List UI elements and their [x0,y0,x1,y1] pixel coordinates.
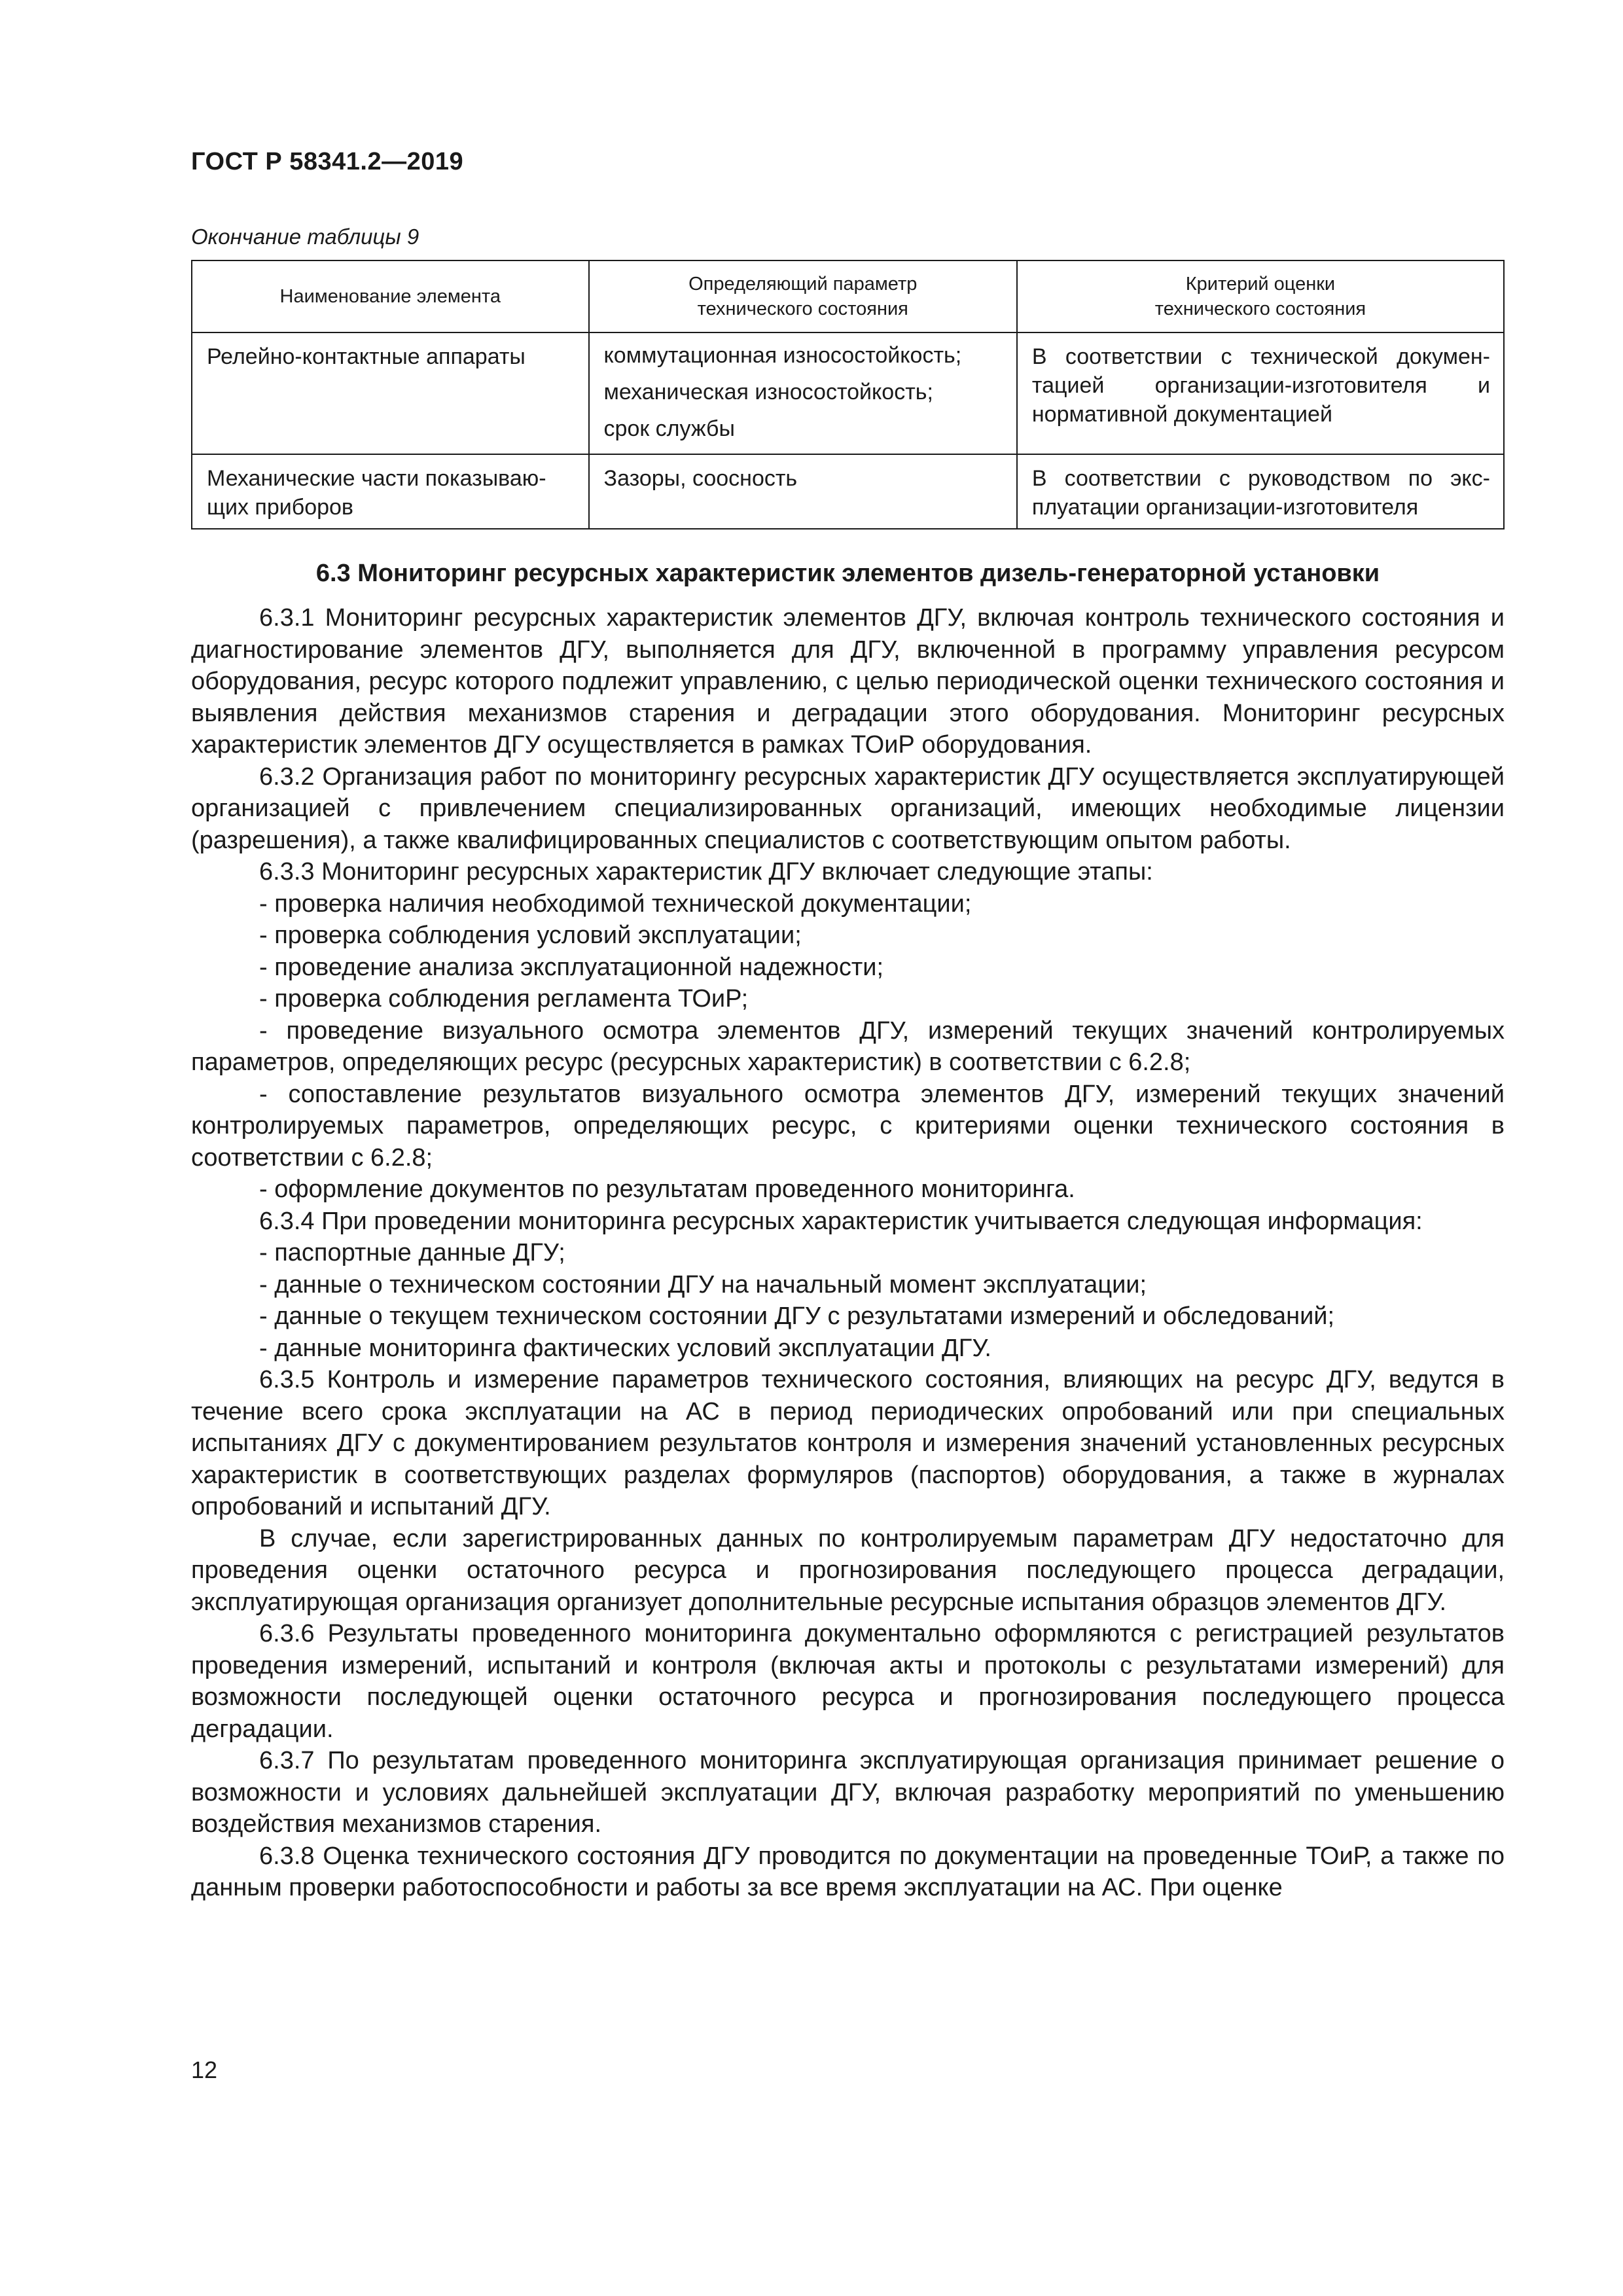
column-header-criteria [1017,260,1504,332]
parameter-item: срок службы [603,416,735,441]
table-caption: Окончание таблицы 9 [191,224,419,249]
column-header-line: Наименование элемента [279,286,501,307]
page-number: 12 [191,2056,218,2083]
list-item: - оформление документов по результатам проведенного мониторинга. [259,1175,1075,1203]
list-item: - проверка соблюдения регламента ТОиР; [259,985,749,1013]
paragraph: 6.3.1 Мониторинг ресурсных характеристик элементов ДГУ, включая контроль технического состояния и диагностирование элементов ДГУ, выполняется для ДГУ, включенной в программу управления ресурсом оборудования, ресурс которого подлежит управлению, с целью периодической оценки технического состояния и выявления действия механизмов старения и деградации этого оборудования. Мониторинг ресурсных характеристик элементов ДГУ осуществляется в рамках ТОиР оборудования. [191,604,1505,759]
column-header-element-name [192,260,589,332]
paragraph: В случае, если зарегистрированных данных по контролируемым параметрам ДГУ недостаточно для проведения оценки остаточного ресурса и прогнозирования последующего процесса деградации, эксплуатирующая организация организует дополнительные ресурсные испытания образцов элементов ДГУ. [191,1524,1505,1616]
paragraph: 6.3.8 Оценка технического состояния ДГУ проводится по документации на проведенные ТОиР, а также по данным проверки работоспособности и работы за все время эксплуатации на АС. При оценке [191,1842,1505,1901]
paragraph: 6.3.6 Результаты проведенного мониторинга документально оформляются с регистрацией результатов проведения измерений, испытаний и контроля (включая акты и протоколы с результатами измерений) для возможности последующей оценки остаточного ресурса и прогнозирования последующего процесса деградации. [191,1620,1505,1743]
cell-element-name: Механические части показываю-щих приборов [192,454,589,529]
list-item: - проведение анализа эксплуатационной надежности; [259,953,884,981]
paragraph: 6.3.2 Организация работ по мониторингу ресурсных характеристик ДГУ осуществляется эксплуатирующей организацией с привлечением специализированных организаций, имеющих необходимые лицензии (разрешения), а также квалифицированных специалистов с соответствующим опытом работы. [191,762,1505,854]
list-item: - сопоставление результатов визуального осмотра элементов ДГУ, измерений текущих значений контролируемых параметров, определяющих ресурс, с критериями оценки технического состояния в соответствии с 6.2.8; [191,1080,1505,1172]
paragraph: 6.3.3 Мониторинг ресурсных характеристик ДГУ включает следующие этапы: [259,858,1153,886]
list-item: - проведение визуального осмотра элементов ДГУ, измерений текущих значений контролируемых параметров, определяющих ресурс (ресурсных характеристик) в соответствии с 6.2.8; [191,1016,1505,1076]
section-body [191,602,1505,1904]
column-header-line: Критерий оценки [1185,274,1336,295]
list-item: - данные о текущем техническом состоянии ДГУ с результатами измерений и обследований; [259,1302,1335,1330]
cell-parameters [589,454,1017,529]
table-row [192,454,1504,529]
parameter-item: Зазоры, соосность [603,466,798,491]
cell-criteria: В соответствии с технической докумен-тацией организации-изготовителя и нормативной документацией [1017,332,1504,454]
paragraph: 6.3.5 Контроль и измерение параметров технического состояния, влияющих на ресурс ДГУ, ведутся в течение всего срока эксплуатации на АС в период периодических опробований или при специальных испытаниях ДГУ с документированием результатов контроля и измерения значений установленных ресурсных характеристик в соответствующих разделах формуляров (паспортов) оборудования, а также в журналах опробований и испытаний ДГУ. [191,1366,1505,1520]
paragraph: 6.3.7 По результатам проведенного мониторинга эксплуатирующая организация принимает решение о возможности и условиях дальнейшей эксплуатации ДГУ, включая разработку мероприятий по уменьшению воздействия механизмов старения. [191,1747,1505,1838]
section-title: 6.3 Мониторинг ресурсных характеристик элементов дизель-генераторной установки [315,560,1380,587]
cell-parameters [589,332,1017,454]
list-item: - данные мониторинга фактических условий эксплуатации ДГУ. [259,1334,991,1362]
cell-element-name: Релейно-контактные аппараты [192,332,589,454]
column-header-parameter [589,260,1017,332]
document-header: ГОСТ Р 58341.2—2019 [191,148,464,175]
paragraph: 6.3.4 При проведении мониторинга ресурсных характеристик учитывается следующая информация: [259,1207,1423,1235]
list-item: - паспортные данные ДГУ; [259,1239,565,1266]
table-row [192,332,1504,454]
table-header-row [192,260,1504,332]
parameter-item: механическая износостойкость; [603,380,933,404]
list-item: - проверка наличия необходимой технической документации; [259,889,972,918]
list-item: - данные о техническом состоянии ДГУ на начальный момент эксплуатации; [259,1270,1147,1299]
cell-criteria: В соответствии с руководством по экс-плуатации организации-изготовителя [1017,454,1504,529]
list-item: - проверка соблюдения условий эксплуатации; [259,922,802,949]
column-header-line: технического состояния [1154,298,1366,319]
parameter-item: коммутационная износостойкость; [603,343,962,368]
specification-table [191,260,1505,529]
column-header-line: Определяющий параметр [688,274,918,295]
column-header-line: технического состояния [697,298,908,319]
